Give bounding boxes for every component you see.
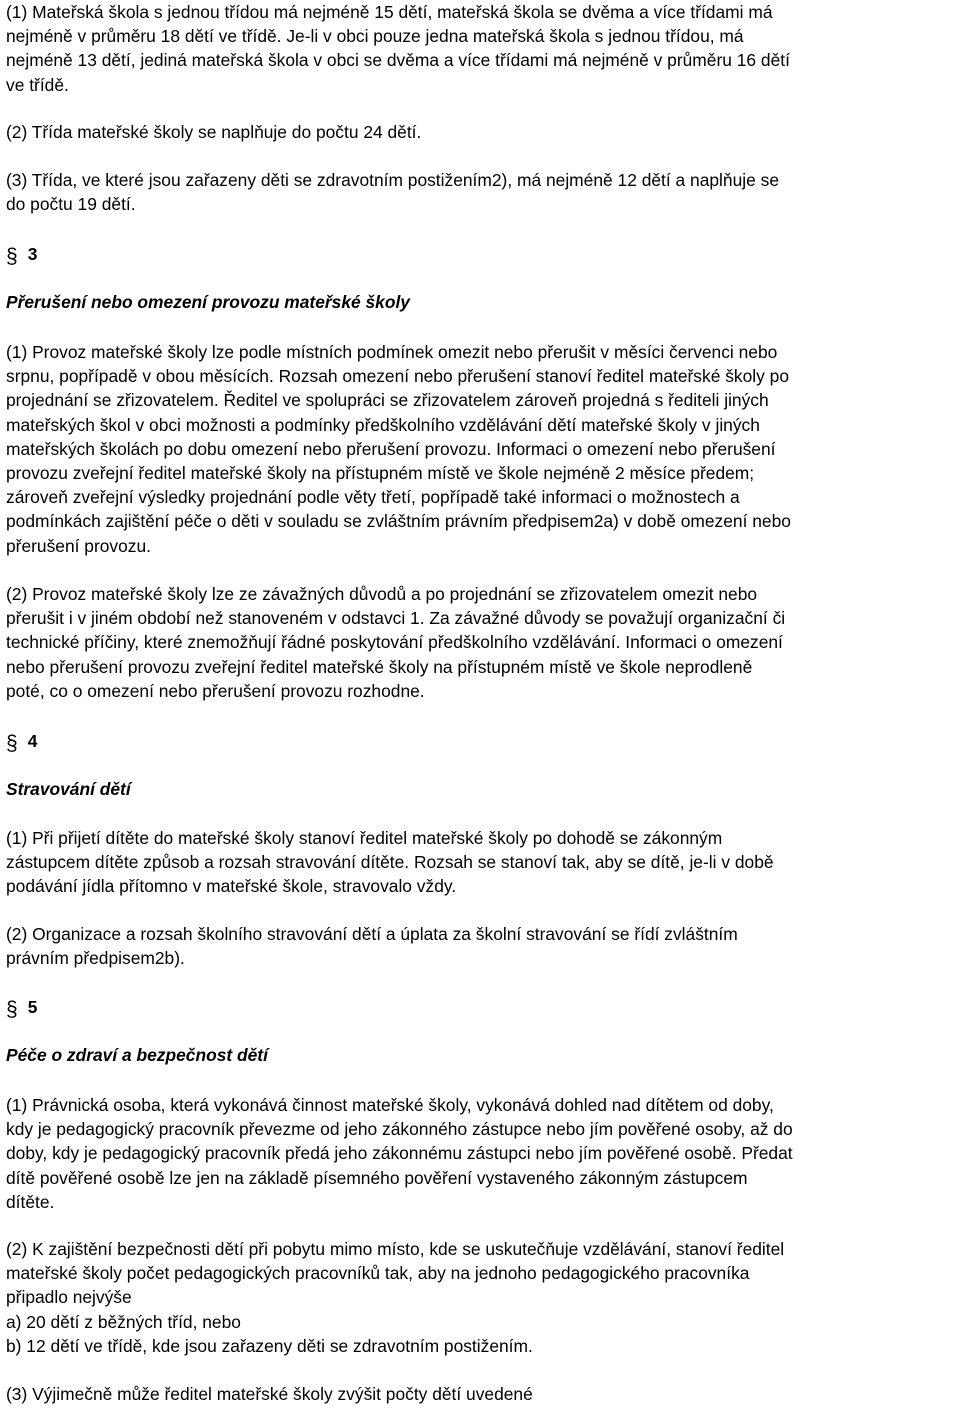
section-number: 5 xyxy=(27,997,38,1017)
section-3-heading xyxy=(6,242,37,266)
section-3-paragraph-2 xyxy=(6,582,958,703)
text-line: nebo přerušení provozu zveřejní ředitel mateřské školy na přístupném místě ve škole neprodleně xyxy=(6,656,753,677)
text-line: technické příčiny, které znemožňují řádné poskytování předškolního vzdělávání. Informaci o omezení xyxy=(6,632,783,653)
text-line: (1) Provoz mateřské školy lze podle místních podmínek omezit nebo přerušit v měsíci červenci nebo xyxy=(6,342,778,362)
section-symbol: § xyxy=(6,732,18,755)
section-3-paragraph-1 xyxy=(6,340,958,558)
text-line: (1) Při přijetí dítěte do mateřské školy stanoví ředitel mateřské školy po dohodě se zákonným xyxy=(6,828,723,848)
text-line: přerušit i v jiném období než stanoveném v odstavci 1. Za závažné důvody se považují organizační či xyxy=(6,608,786,629)
text-line: provozu zveřejní ředitel mateřské školy na přístupném místě ve škole nejméně 2 měsíce předem; xyxy=(6,463,755,484)
section-3-title: Přerušení nebo omezení provozu mateřské školy xyxy=(6,292,410,312)
text-line: projednání se zřizovatelem. Ředitel ve spolupráci se zřizovatelem zároveň projedná s řediteli jiných xyxy=(6,390,769,411)
text-line: dítě pověřené osobě lze jen na základě písemného pověření vystaveného zákonným zástupcem xyxy=(6,1167,748,1188)
section-5-heading xyxy=(6,995,37,1019)
text-line: srpnu, popřípadě v obou měsících. Rozsah omezení nebo přerušení stanoví ředitel mateřské školy po xyxy=(6,366,790,387)
text-line: připadlo nejvýše xyxy=(6,1287,132,1308)
text-line: kdy je pedagogický pracovník převezme od jeho zákonného zástupce nebo jím pověřené osoby, až do xyxy=(6,1119,793,1140)
list-item: a) 20 dětí z běžných tříd, nebo xyxy=(6,1311,241,1332)
section-number: 4 xyxy=(27,731,38,751)
section-4-paragraph-2 xyxy=(6,922,958,970)
text-line: (2) K zajištění bezpečnosti dětí při pobytu mimo místo, kde se uskutečňuje vzdělávání, stanoví ředitel xyxy=(6,1239,785,1259)
text-line: právním předpisem2b). xyxy=(6,948,185,969)
text-line: ve třídě. xyxy=(6,74,69,95)
section-5-title: Péče o zdraví a bezpečnost dětí xyxy=(6,1045,268,1065)
text-line: mateřských škol v obci možnosti a podmínky předškolního vzdělávání dětí mateřské školy v jiných xyxy=(6,414,760,435)
text-line: (2) Provoz mateřské školy lze ze závažných důvodů a po projednání se zřizovatelem omezit nebo xyxy=(6,584,758,604)
section-5-paragraph-1 xyxy=(6,1093,958,1214)
section-number: 3 xyxy=(27,244,38,264)
paragraph-2-3 xyxy=(6,168,958,216)
text-line: podávání jídla přítomno v mateřské škole, stravovalo vždy. xyxy=(6,876,457,897)
section-5-paragraph-2 xyxy=(6,1237,958,1358)
section-4-heading xyxy=(6,729,37,753)
paragraph-2-2: (2) Třída mateřské školy se naplňuje do počtu 24 dětí. xyxy=(6,122,422,142)
text-line: nejméně 13 dětí, jediná mateřská škola v obci se dvěma a více třídami má nejméně v průměru 16 dětí xyxy=(6,50,790,71)
text-line: doby, kdy je pedagogický pracovník předá jeho zákonnému zástupci nebo jím pověřené osobě. Předat xyxy=(6,1143,793,1164)
text-line: (3) Třída, ve které jsou zařazeny děti se zdravotním postižením2), má nejméně 12 dětí a naplňuje se xyxy=(6,170,779,190)
text-line: mateřské školy počet pedagogických pracovníků tak, aby na jednoho pedagogického pracovníka xyxy=(6,1263,750,1284)
text-line: zároveň zveřejní výsledky projednání podle věty třetí, popřípadě také informaci o možnostech a xyxy=(6,487,740,508)
text-line: mateřských školách po dobu omezení nebo přerušení provozu. Informaci o omezení nebo přerušení xyxy=(6,438,776,459)
text-line: podmínkách zajištění péče o děti v souladu se zvláštním právním předpisem2a) v době omezení nebo xyxy=(6,511,791,532)
list-item: b) 12 dětí ve třídě, kde jsou zařazeny děti se zdravotním postižením. xyxy=(6,1335,533,1356)
text-line: dítěte. xyxy=(6,1191,55,1212)
paragraph-2-1 xyxy=(6,0,958,97)
text-line: zástupcem dítěte způsob a rozsah stravování dítěte. Rozsah se stanoví tak, aby se dítě, je-li v době xyxy=(6,852,774,873)
text-line: do počtu 19 dětí. xyxy=(6,194,136,215)
section-4-paragraph-1 xyxy=(6,826,958,899)
text-line: přerušení provozu. xyxy=(6,535,152,556)
section-4-title: Stravování dětí xyxy=(6,779,131,799)
section-5-paragraph-3: (3) Výjimečně může ředitel mateřské školy zvýšit počty dětí uvedené xyxy=(6,1384,533,1404)
text-line: poté, co o omezení nebo přerušení provozu rozhodne. xyxy=(6,680,425,701)
text-line: nejméně v průměru 18 dětí ve třídě. Je-li v obci pouze jedna mateřská škola s jednou třídou, má xyxy=(6,26,744,47)
text-line: (1) Mateřská škola s jednou třídou má nejméně 15 dětí, mateřská škola se dvěma a více třídami má xyxy=(6,2,773,22)
text-line: (1) Právnická osoba, která vykonává činnost mateřské školy, vykonává dohled nad dítětem od doby, xyxy=(6,1095,774,1115)
section-symbol: § xyxy=(6,245,18,268)
section-symbol: § xyxy=(6,998,18,1021)
text-line: (2) Organizace a rozsah školního stravování dětí a úplata za školní stravování se řídí zvláštním xyxy=(6,924,738,944)
